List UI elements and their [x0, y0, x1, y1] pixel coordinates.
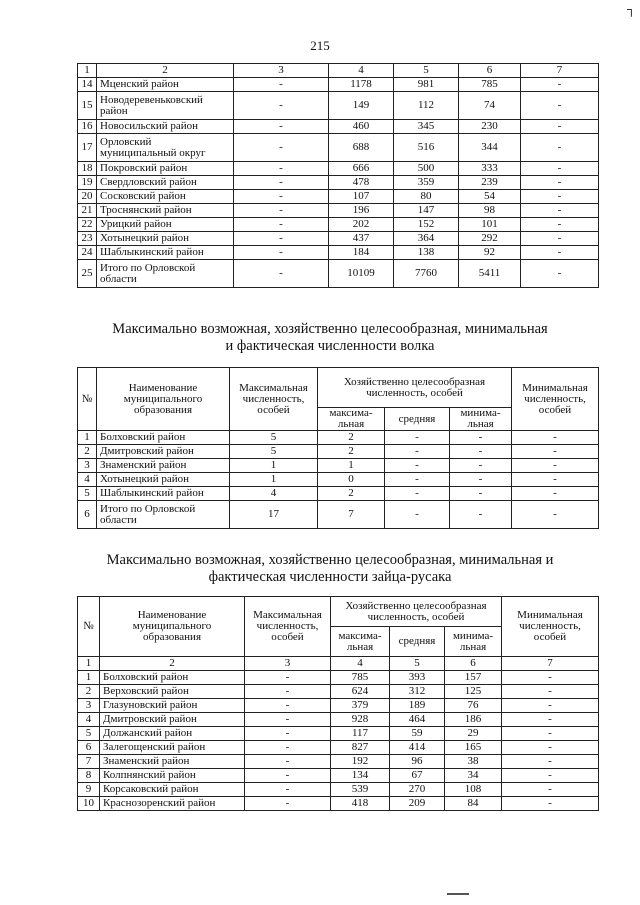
- value-cell: -: [245, 783, 331, 797]
- district-name-cell: Глазуновский район: [100, 699, 245, 713]
- table-row: [78, 176, 599, 190]
- value-cell: -: [245, 797, 331, 811]
- value-cell: 1: [230, 459, 318, 473]
- value-cell: -: [502, 727, 599, 741]
- value-cell: 624: [331, 685, 390, 699]
- header-cell: 3: [234, 64, 329, 78]
- district-name-cell: Сосковский район: [97, 190, 234, 204]
- table-row: [78, 260, 599, 288]
- header-cell: 1: [78, 64, 97, 78]
- value-cell: -: [521, 176, 599, 190]
- value-cell: 230: [459, 120, 521, 134]
- value-cell: 149: [329, 92, 394, 120]
- value-cell: -: [521, 246, 599, 260]
- colnum-cell: 6: [445, 657, 502, 671]
- value-cell: 125: [445, 685, 502, 699]
- row-number-cell: 5: [78, 727, 100, 741]
- value-cell: 460: [329, 120, 394, 134]
- row-number-cell: 9: [78, 783, 100, 797]
- value-cell: -: [245, 699, 331, 713]
- value-cell: 112: [394, 92, 459, 120]
- district-name-cell: Новосильский район: [97, 120, 234, 134]
- value-cell: 785: [331, 671, 390, 685]
- value-cell: 7760: [394, 260, 459, 288]
- value-cell: 2: [318, 487, 385, 501]
- row-number-cell: 3: [78, 699, 100, 713]
- value-cell: -: [245, 685, 331, 699]
- table-header-row: [78, 64, 599, 78]
- value-cell: 38: [445, 755, 502, 769]
- value-cell: 0: [318, 473, 385, 487]
- value-cell: -: [234, 232, 329, 246]
- value-cell: -: [502, 741, 599, 755]
- value-cell: 312: [390, 685, 445, 699]
- sub-min-header: минима-льная: [445, 627, 502, 657]
- value-cell: 464: [390, 713, 445, 727]
- value-cell: 147: [394, 204, 459, 218]
- value-cell: -: [385, 487, 450, 501]
- row-number-cell: 4: [78, 713, 100, 727]
- row-number-cell: 1: [78, 671, 100, 685]
- value-cell: 344: [459, 134, 521, 162]
- value-cell: 928: [331, 713, 390, 727]
- table-row: [78, 162, 599, 176]
- corner-mark: ┐: [627, 2, 636, 16]
- sub-max-header: максима-льная: [318, 408, 385, 431]
- row-number-cell: 1: [78, 431, 97, 445]
- district-name-cell: Корсаковский район: [100, 783, 245, 797]
- value-cell: -: [234, 260, 329, 288]
- value-cell: 414: [390, 741, 445, 755]
- value-cell: -: [502, 685, 599, 699]
- value-cell: 239: [459, 176, 521, 190]
- value-cell: 7: [318, 501, 385, 529]
- district-name-cell: Болховский район: [100, 671, 245, 685]
- value-cell: -: [521, 92, 599, 120]
- value-cell: 2: [318, 431, 385, 445]
- value-cell: 196: [329, 204, 394, 218]
- table-row: [78, 769, 599, 783]
- colnum-cell: 4: [331, 657, 390, 671]
- value-cell: 84: [445, 797, 502, 811]
- value-cell: -: [245, 727, 331, 741]
- row-number-cell: 2: [78, 445, 97, 459]
- header-cell: 4: [329, 64, 394, 78]
- value-cell: -: [245, 755, 331, 769]
- footer-mark: [447, 893, 469, 895]
- value-cell: 345: [394, 120, 459, 134]
- value-cell: 138: [394, 246, 459, 260]
- value-cell: 192: [331, 755, 390, 769]
- header-cell: 5: [394, 64, 459, 78]
- table-header-row: [78, 368, 599, 408]
- table-row: [78, 501, 599, 529]
- colnum-cell: 5: [390, 657, 445, 671]
- value-cell: 688: [329, 134, 394, 162]
- sub-min-header: минима-льная: [450, 408, 512, 431]
- value-cell: 165: [445, 741, 502, 755]
- value-cell: 108: [445, 783, 502, 797]
- table-row: [78, 459, 599, 473]
- value-cell: 5411: [459, 260, 521, 288]
- value-cell: -: [521, 78, 599, 92]
- col-expedient-header: Хозяйственно целесообразная численность, особей: [331, 597, 502, 627]
- value-cell: -: [521, 190, 599, 204]
- value-cell: 92: [459, 246, 521, 260]
- district-name-cell: Троснянский район: [97, 204, 234, 218]
- value-cell: -: [234, 134, 329, 162]
- col-min-header: Минимальная численность, особей: [502, 597, 599, 657]
- district-name-cell: Хотынецкий район: [97, 232, 234, 246]
- value-cell: 2: [318, 445, 385, 459]
- district-name-cell: Мценский район: [97, 78, 234, 92]
- value-cell: -: [234, 218, 329, 232]
- value-cell: -: [512, 501, 599, 529]
- value-cell: -: [512, 473, 599, 487]
- row-number-cell: 6: [78, 501, 97, 529]
- value-cell: -: [502, 769, 599, 783]
- value-cell: 333: [459, 162, 521, 176]
- value-cell: 96: [390, 755, 445, 769]
- value-cell: -: [385, 431, 450, 445]
- row-number-cell: 10: [78, 797, 100, 811]
- value-cell: 359: [394, 176, 459, 190]
- value-cell: 80: [394, 190, 459, 204]
- district-name-cell: Шаблыкинский район: [97, 246, 234, 260]
- value-cell: -: [450, 501, 512, 529]
- value-cell: 152: [394, 218, 459, 232]
- district-name-cell: Шаблыкинский район: [97, 487, 230, 501]
- value-cell: -: [385, 445, 450, 459]
- value-cell: -: [512, 445, 599, 459]
- value-cell: 270: [390, 783, 445, 797]
- value-cell: -: [385, 459, 450, 473]
- value-cell: 292: [459, 232, 521, 246]
- value-cell: -: [385, 473, 450, 487]
- value-cell: -: [521, 162, 599, 176]
- column-number-row: [78, 657, 599, 671]
- value-cell: 5: [230, 431, 318, 445]
- district-name-cell: Дмитровский район: [100, 713, 245, 727]
- value-cell: -: [234, 78, 329, 92]
- value-cell: 418: [331, 797, 390, 811]
- table-row: [78, 204, 599, 218]
- col-min-header: Минимальная численность, особей: [512, 368, 599, 431]
- value-cell: 67: [390, 769, 445, 783]
- value-cell: -: [234, 190, 329, 204]
- table-row: [78, 120, 599, 134]
- value-cell: 666: [329, 162, 394, 176]
- value-cell: 101: [459, 218, 521, 232]
- value-cell: 134: [331, 769, 390, 783]
- table-row: [78, 190, 599, 204]
- row-number-cell: 8: [78, 769, 100, 783]
- table-row: [78, 431, 599, 445]
- value-cell: -: [450, 487, 512, 501]
- value-cell: 4: [230, 487, 318, 501]
- district-name-cell: Урицкий район: [97, 218, 234, 232]
- district-name-cell: Покровский район: [97, 162, 234, 176]
- value-cell: -: [512, 431, 599, 445]
- value-cell: 76: [445, 699, 502, 713]
- value-cell: 98: [459, 204, 521, 218]
- district-name-cell: Хотынецкий район: [97, 473, 230, 487]
- row-number-cell: 24: [78, 246, 97, 260]
- row-number-cell: 23: [78, 232, 97, 246]
- district-name-cell: Дмитровский район: [97, 445, 230, 459]
- value-cell: 516: [394, 134, 459, 162]
- value-cell: 34: [445, 769, 502, 783]
- table-row: [78, 797, 599, 811]
- value-cell: -: [450, 473, 512, 487]
- value-cell: -: [450, 445, 512, 459]
- header-cell: 7: [521, 64, 599, 78]
- table-row: [78, 473, 599, 487]
- table-row: [78, 685, 599, 699]
- table-row: [78, 727, 599, 741]
- row-number-cell: 25: [78, 260, 97, 288]
- value-cell: 17: [230, 501, 318, 529]
- colnum-cell: 7: [502, 657, 599, 671]
- district-name-cell: Свердловский район: [97, 176, 234, 190]
- value-cell: 785: [459, 78, 521, 92]
- district-name-cell: Знаменский район: [100, 755, 245, 769]
- value-cell: -: [234, 92, 329, 120]
- value-cell: 393: [390, 671, 445, 685]
- row-number-cell: 17: [78, 134, 97, 162]
- header-cell: 2: [97, 64, 234, 78]
- colnum-cell: 2: [100, 657, 245, 671]
- value-cell: -: [245, 769, 331, 783]
- value-cell: 1178: [329, 78, 394, 92]
- table-row: [78, 246, 599, 260]
- value-cell: -: [521, 204, 599, 218]
- value-cell: -: [512, 459, 599, 473]
- col-num-header: №: [78, 597, 100, 657]
- value-cell: 74: [459, 92, 521, 120]
- row-number-cell: 7: [78, 755, 100, 769]
- value-cell: 1: [318, 459, 385, 473]
- table-row: [78, 78, 599, 92]
- table-header-row: [78, 597, 599, 627]
- district-name-cell: Краснозоренский район: [100, 797, 245, 811]
- wolf-table: [77, 367, 599, 529]
- value-cell: -: [234, 176, 329, 190]
- title-line: Максимально возможная, хозяйственно целесообразная, минимальная: [112, 321, 548, 337]
- value-cell: 202: [329, 218, 394, 232]
- table-row: [78, 487, 599, 501]
- col-expedient-header: Хозяйственно целесообразная численность, особей: [318, 368, 512, 408]
- value-cell: 1: [230, 473, 318, 487]
- row-number-cell: 21: [78, 204, 97, 218]
- col-num-header: №: [78, 368, 97, 431]
- value-cell: 379: [331, 699, 390, 713]
- value-cell: 186: [445, 713, 502, 727]
- value-cell: -: [521, 120, 599, 134]
- table-row: [78, 445, 599, 459]
- district-name-cell: Залегощенский район: [100, 741, 245, 755]
- value-cell: 59: [390, 727, 445, 741]
- wolf-section-title: [60, 321, 600, 355]
- sub-avg-header: средняя: [385, 408, 450, 431]
- value-cell: -: [234, 246, 329, 260]
- district-name-cell: Должанский район: [100, 727, 245, 741]
- district-name-cell: Итого по Орловской области: [97, 260, 234, 288]
- row-number-cell: 5: [78, 487, 97, 501]
- value-cell: -: [450, 431, 512, 445]
- value-cell: -: [502, 699, 599, 713]
- table-row: [78, 755, 599, 769]
- value-cell: -: [502, 671, 599, 685]
- value-cell: -: [521, 134, 599, 162]
- value-cell: -: [234, 204, 329, 218]
- header-cell: 6: [459, 64, 521, 78]
- table-row: [78, 671, 599, 685]
- value-cell: 5: [230, 445, 318, 459]
- value-cell: -: [234, 120, 329, 134]
- continuation-table: [77, 63, 599, 288]
- sub-max-header: максима-льная: [331, 627, 390, 657]
- row-number-cell: 6: [78, 741, 100, 755]
- value-cell: -: [521, 232, 599, 246]
- colnum-cell: 1: [78, 657, 100, 671]
- table-row: [78, 134, 599, 162]
- value-cell: 478: [329, 176, 394, 190]
- district-name-cell: Болховский район: [97, 431, 230, 445]
- sub-avg-header: средняя: [390, 627, 445, 657]
- row-number-cell: 3: [78, 459, 97, 473]
- value-cell: 209: [390, 797, 445, 811]
- table-row: [78, 218, 599, 232]
- district-name-cell: Колпнянский район: [100, 769, 245, 783]
- value-cell: 10109: [329, 260, 394, 288]
- row-number-cell: 22: [78, 218, 97, 232]
- table-row: [78, 699, 599, 713]
- value-cell: -: [502, 755, 599, 769]
- value-cell: 189: [390, 699, 445, 713]
- table-row: [78, 783, 599, 797]
- row-number-cell: 19: [78, 176, 97, 190]
- row-number-cell: 16: [78, 120, 97, 134]
- value-cell: 364: [394, 232, 459, 246]
- row-number-cell: 2: [78, 685, 100, 699]
- value-cell: -: [245, 713, 331, 727]
- value-cell: -: [521, 260, 599, 288]
- district-name-cell: Орловский муниципальный округ: [97, 134, 234, 162]
- row-number-cell: 14: [78, 78, 97, 92]
- value-cell: -: [502, 783, 599, 797]
- row-number-cell: 4: [78, 473, 97, 487]
- title-line: и фактическая численности волка: [225, 338, 435, 354]
- value-cell: 437: [329, 232, 394, 246]
- value-cell: 827: [331, 741, 390, 755]
- value-cell: 107: [329, 190, 394, 204]
- district-name-cell: Знаменский район: [97, 459, 230, 473]
- table-row: [78, 713, 599, 727]
- value-cell: 117: [331, 727, 390, 741]
- district-name-cell: Итого по Орловской области: [97, 501, 230, 529]
- col-max-header: Максимальная численность, особей: [230, 368, 318, 431]
- col-name-header: Наименование муниципального образования: [100, 597, 245, 657]
- row-number-cell: 18: [78, 162, 97, 176]
- hare-section-title: [60, 552, 600, 586]
- row-number-cell: 15: [78, 92, 97, 120]
- table-row: [78, 232, 599, 246]
- page-number: 215: [310, 38, 330, 53]
- colnum-cell: 3: [245, 657, 331, 671]
- district-name-cell: Верховский район: [100, 685, 245, 699]
- table-row: [78, 741, 599, 755]
- value-cell: -: [521, 218, 599, 232]
- value-cell: -: [450, 459, 512, 473]
- value-cell: -: [245, 741, 331, 755]
- title-line: Максимально возможная, хозяйственно целесообразная, минимальная и: [106, 552, 554, 568]
- value-cell: 29: [445, 727, 502, 741]
- row-number-cell: 20: [78, 190, 97, 204]
- col-max-header: Максимальная численность, особей: [245, 597, 331, 657]
- col-name-header: Наименование муниципального образования: [97, 368, 230, 431]
- value-cell: -: [234, 162, 329, 176]
- hare-table: [77, 596, 599, 811]
- value-cell: 184: [329, 246, 394, 260]
- value-cell: 981: [394, 78, 459, 92]
- value-cell: -: [512, 487, 599, 501]
- value-cell: 54: [459, 190, 521, 204]
- district-name-cell: Новодеревеньковский район: [97, 92, 234, 120]
- value-cell: 157: [445, 671, 502, 685]
- value-cell: 500: [394, 162, 459, 176]
- value-cell: -: [245, 671, 331, 685]
- value-cell: 539: [331, 783, 390, 797]
- table-row: [78, 92, 599, 120]
- value-cell: -: [502, 713, 599, 727]
- value-cell: -: [502, 797, 599, 811]
- value-cell: -: [385, 501, 450, 529]
- title-line: фактическая численности зайца-русака: [208, 569, 452, 585]
